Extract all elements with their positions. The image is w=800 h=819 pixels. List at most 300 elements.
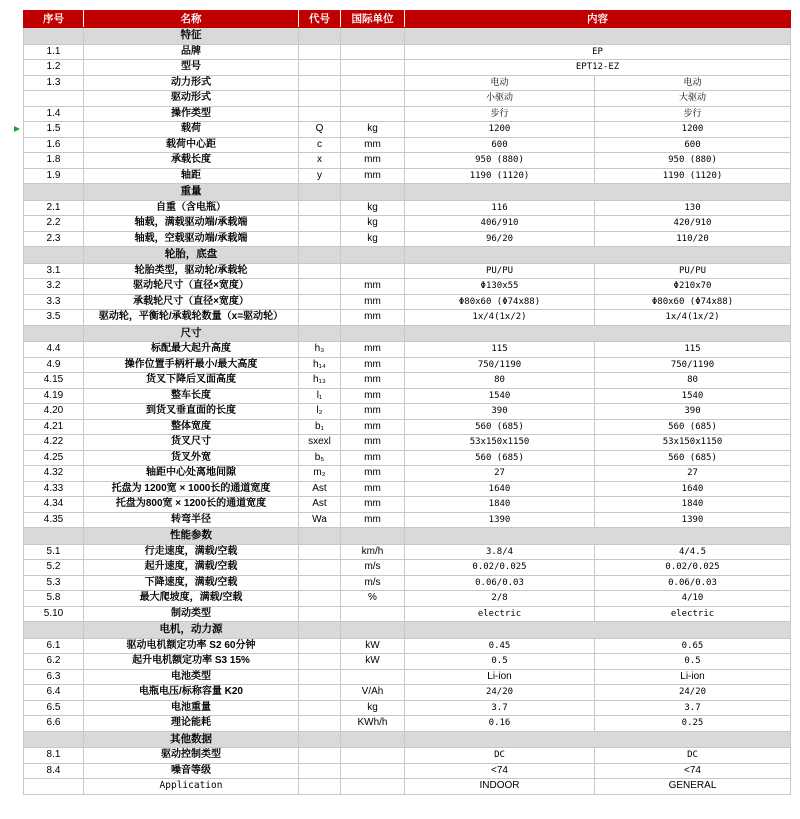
- cell-serial: 1.8: [24, 153, 84, 169]
- cell-serial: 4.32: [24, 466, 84, 482]
- cell-value-2: 750/1190: [595, 357, 791, 373]
- section-cell-empty: [341, 28, 405, 45]
- cell-serial: 4.20: [24, 404, 84, 420]
- cell-unit: [341, 44, 405, 60]
- cell-serial: 5.8: [24, 591, 84, 607]
- cell-value-1: 1540: [405, 388, 595, 404]
- section-cell-empty: [24, 528, 84, 545]
- cell-value-1: <74: [405, 763, 595, 779]
- cell-serial: 1.3: [24, 75, 84, 91]
- cell-code: b₁: [299, 419, 341, 435]
- cell-value-2: 1200: [595, 122, 791, 138]
- cell-unit: kg: [341, 216, 405, 232]
- cell-unit: mm: [341, 357, 405, 373]
- cell-unit: mm: [341, 342, 405, 358]
- cell-unit: mm: [341, 294, 405, 310]
- section-row: [24, 325, 791, 342]
- cell-name: 载荷中心距: [84, 137, 299, 153]
- cell-value-2: Φ80x60 (Φ74x88): [595, 294, 791, 310]
- cell-value-1: 560 (685): [405, 450, 595, 466]
- cell-serial: 1.9: [24, 168, 84, 184]
- header-row: [24, 11, 791, 28]
- cell-name: 自重（含电瓶）: [84, 200, 299, 216]
- cell-value-1: 115: [405, 342, 595, 358]
- table-row: [24, 450, 791, 466]
- cell-name: 理论能耗: [84, 716, 299, 732]
- cell-serial: 2.2: [24, 216, 84, 232]
- cell-name: 驱动形式: [84, 91, 299, 107]
- cell-value-2: 560 (685): [595, 450, 791, 466]
- table-row: [24, 44, 791, 60]
- cell-serial: 4.19: [24, 388, 84, 404]
- cell-code: h₁₃: [299, 373, 341, 389]
- cell-unit: mm: [341, 279, 405, 295]
- cell-unit: mm: [341, 435, 405, 451]
- cell-code: [299, 638, 341, 654]
- section-cell-empty: [405, 184, 791, 201]
- cell-serial: 4.21: [24, 419, 84, 435]
- section-title: 特征: [84, 28, 299, 45]
- cell-value-1: INDOOR: [405, 779, 595, 795]
- cell-name: 整体宽度: [84, 419, 299, 435]
- cell-value-1: 0.45: [405, 638, 595, 654]
- section-cell-empty: [405, 731, 791, 748]
- cell-name: 载荷: [84, 122, 299, 138]
- table-row: [24, 544, 791, 560]
- table-row: [24, 263, 791, 279]
- section-cell-empty: [405, 247, 791, 264]
- cell-value-1: 1x/4(1x/2): [405, 310, 595, 326]
- cell-name: 轮胎类型，驱动轮/承载轮: [84, 263, 299, 279]
- cell-name: 起升电机额定功率 S3 15%: [84, 654, 299, 670]
- table-row: [24, 216, 791, 232]
- cell-serial: 4.22: [24, 435, 84, 451]
- cell-code: [299, 779, 341, 795]
- cell-value-2: 步行: [595, 106, 791, 122]
- cell-code: Ast: [299, 497, 341, 513]
- cell-value-merged: EPT12-EZ: [405, 60, 791, 76]
- cell-value-1: electric: [405, 606, 595, 622]
- cell-value-2: GENERAL: [595, 779, 791, 795]
- cell-unit: mm: [341, 388, 405, 404]
- cell-value-1: 2/8: [405, 591, 595, 607]
- cell-serial: 4.9: [24, 357, 84, 373]
- spec-table: [23, 10, 791, 795]
- table-row: [24, 168, 791, 184]
- cell-name: 轴载，满载驱动端/承载端: [84, 216, 299, 232]
- cell-name: 货叉尺寸: [84, 435, 299, 451]
- cell-code: x: [299, 153, 341, 169]
- cell-value-1: Li-ion: [405, 669, 595, 685]
- section-title: 重量: [84, 184, 299, 201]
- cell-name: 电池重量: [84, 700, 299, 716]
- table-row: [24, 153, 791, 169]
- section-row: [24, 731, 791, 748]
- cell-serial: 2.1: [24, 200, 84, 216]
- cell-unit: [341, 779, 405, 795]
- section-cell-empty: [405, 325, 791, 342]
- cell-name: 整车长度: [84, 388, 299, 404]
- table-row: [24, 231, 791, 247]
- table-row: [24, 279, 791, 295]
- section-cell-empty: [24, 247, 84, 264]
- spec-sheet: [23, 10, 790, 795]
- cell-value-1: 750/1190: [405, 357, 595, 373]
- cell-value-2: 110/20: [595, 231, 791, 247]
- cell-name: 承载长度: [84, 153, 299, 169]
- cell-value-2: 0.25: [595, 716, 791, 732]
- cell-serial: 4.34: [24, 497, 84, 513]
- cell-value-1: 600: [405, 137, 595, 153]
- table-row: [24, 357, 791, 373]
- section-cell-empty: [341, 528, 405, 545]
- cell-value-1: PU/PU: [405, 263, 595, 279]
- section-row: [24, 28, 791, 45]
- cell-code: [299, 606, 341, 622]
- cell-serial: 1.6: [24, 137, 84, 153]
- cell-value-1: 3.7: [405, 700, 595, 716]
- cell-serial: 6.5: [24, 700, 84, 716]
- table-row: [24, 75, 791, 91]
- cell-serial: 3.2: [24, 279, 84, 295]
- cell-value-1: 27: [405, 466, 595, 482]
- cell-value-2: 420/910: [595, 216, 791, 232]
- cell-unit: kW: [341, 638, 405, 654]
- cell-name: 动力形式: [84, 75, 299, 91]
- cell-unit: kg: [341, 700, 405, 716]
- section-title: 尺寸: [84, 325, 299, 342]
- cell-value-2: <74: [595, 763, 791, 779]
- cell-serial: [24, 91, 84, 107]
- col-header-serial: 序号: [24, 11, 84, 28]
- cell-serial: 3.1: [24, 263, 84, 279]
- cell-unit: mm: [341, 310, 405, 326]
- cell-serial: 6.2: [24, 654, 84, 670]
- cell-unit: m/s: [341, 575, 405, 591]
- cell-value-2: Li-ion: [595, 669, 791, 685]
- cell-value-2: Φ210x70: [595, 279, 791, 295]
- cell-code: [299, 60, 341, 76]
- cell-code: m₂: [299, 466, 341, 482]
- cell-value-merged: EP: [405, 44, 791, 60]
- cell-value-1: 3.8/4: [405, 544, 595, 560]
- cell-code: [299, 200, 341, 216]
- table-row: [24, 575, 791, 591]
- section-cell-empty: [24, 325, 84, 342]
- cell-value-1: 950 (880): [405, 153, 595, 169]
- col-header-code: 代号: [299, 11, 341, 28]
- cell-name: 轴载，空载驱动端/承载端: [84, 231, 299, 247]
- section-cell-empty: [24, 731, 84, 748]
- cell-unit: mm: [341, 404, 405, 420]
- cell-value-2: 27: [595, 466, 791, 482]
- table-row: [24, 716, 791, 732]
- cell-unit: mm: [341, 481, 405, 497]
- section-cell-empty: [24, 622, 84, 639]
- cell-unit: mm: [341, 153, 405, 169]
- cell-code: [299, 75, 341, 91]
- table-row: [24, 373, 791, 389]
- cell-serial: 3.5: [24, 310, 84, 326]
- cell-value-1: 0.02/0.025: [405, 560, 595, 576]
- cell-unit: kg: [341, 200, 405, 216]
- table-row: [24, 748, 791, 764]
- cell-value-2: 大驱动: [595, 91, 791, 107]
- col-header-content: 内容: [405, 11, 791, 28]
- cell-value-2: 1x/4(1x/2): [595, 310, 791, 326]
- cell-unit: [341, 748, 405, 764]
- cell-code: b₅: [299, 450, 341, 466]
- cell-value-1: Φ80x60 (Φ74x88): [405, 294, 595, 310]
- cell-name: 型号: [84, 60, 299, 76]
- cell-value-2: 0.65: [595, 638, 791, 654]
- section-row: [24, 622, 791, 639]
- cell-serial: 8.1: [24, 748, 84, 764]
- table-row: [24, 60, 791, 76]
- cell-name: 制动类型: [84, 606, 299, 622]
- cell-value-2: electric: [595, 606, 791, 622]
- cell-value-1: 80: [405, 373, 595, 389]
- cell-serial: 5.10: [24, 606, 84, 622]
- cell-value-2: 1840: [595, 497, 791, 513]
- cell-value-2: 3.7: [595, 700, 791, 716]
- cell-name: 承载轮尺寸（直径×宽度）: [84, 294, 299, 310]
- section-cell-empty: [299, 184, 341, 201]
- section-cell-empty: [299, 528, 341, 545]
- table-row: [24, 669, 791, 685]
- table-row: [24, 481, 791, 497]
- cell-value-2: 80: [595, 373, 791, 389]
- section-cell-empty: [405, 528, 791, 545]
- cell-name: 货叉下降后叉面高度: [84, 373, 299, 389]
- cell-value-1: 小驱动: [405, 91, 595, 107]
- table-row: [24, 388, 791, 404]
- cell-value-1: 406/910: [405, 216, 595, 232]
- cell-value-2: PU/PU: [595, 263, 791, 279]
- cell-serial: 8.4: [24, 763, 84, 779]
- col-header-unit: 国际单位: [341, 11, 405, 28]
- cell-value-1: 390: [405, 404, 595, 420]
- cell-serial: 6.4: [24, 685, 84, 701]
- cell-value-1: Φ130x55: [405, 279, 595, 295]
- section-cell-empty: [405, 622, 791, 639]
- comment-marker-icon: [14, 126, 20, 132]
- section-title: 电机，动力源: [84, 622, 299, 639]
- cell-value-2: 0.02/0.025: [595, 560, 791, 576]
- cell-serial: 6.1: [24, 638, 84, 654]
- cell-unit: %: [341, 591, 405, 607]
- table-row: [24, 512, 791, 528]
- table-row: [24, 685, 791, 701]
- cell-value-2: DC: [595, 748, 791, 764]
- cell-value-1: 1840: [405, 497, 595, 513]
- cell-value-1: 0.06/0.03: [405, 575, 595, 591]
- cell-serial: 5.3: [24, 575, 84, 591]
- section-cell-empty: [341, 184, 405, 201]
- cell-code: Q: [299, 122, 341, 138]
- section-cell-empty: [299, 731, 341, 748]
- table-row: [24, 560, 791, 576]
- cell-serial: 4.35: [24, 512, 84, 528]
- cell-code: Ast: [299, 481, 341, 497]
- cell-code: l₂: [299, 404, 341, 420]
- cell-name: 电池类型: [84, 669, 299, 685]
- cell-code: [299, 591, 341, 607]
- cell-code: [299, 748, 341, 764]
- section-row: [24, 247, 791, 264]
- cell-name: 行走速度，满载/空载: [84, 544, 299, 560]
- section-cell-empty: [341, 622, 405, 639]
- cell-serial: 1.1: [24, 44, 84, 60]
- cell-unit: [341, 763, 405, 779]
- cell-code: [299, 654, 341, 670]
- cell-unit: kW: [341, 654, 405, 670]
- table-row: [24, 310, 791, 326]
- cell-code: [299, 216, 341, 232]
- cell-code: [299, 263, 341, 279]
- cell-unit: mm: [341, 497, 405, 513]
- cell-code: Wa: [299, 512, 341, 528]
- cell-unit: kg: [341, 122, 405, 138]
- section-cell-empty: [299, 247, 341, 264]
- cell-name: 轴距: [84, 168, 299, 184]
- cell-value-2: 电动: [595, 75, 791, 91]
- cell-unit: mm: [341, 168, 405, 184]
- cell-name: 驱动控制类型: [84, 748, 299, 764]
- cell-value-2: 4/4.5: [595, 544, 791, 560]
- cell-unit: [341, 606, 405, 622]
- section-title: 轮胎，底盘: [84, 247, 299, 264]
- cell-unit: mm: [341, 137, 405, 153]
- table-row: [24, 137, 791, 153]
- cell-unit: [341, 91, 405, 107]
- cell-name: 最大爬坡度，满载/空载: [84, 591, 299, 607]
- cell-value-1: 1640: [405, 481, 595, 497]
- cell-name: 转弯半径: [84, 512, 299, 528]
- cell-code: [299, 700, 341, 716]
- cell-value-2: 115: [595, 342, 791, 358]
- cell-code: h₃: [299, 342, 341, 358]
- cell-unit: mm: [341, 450, 405, 466]
- section-cell-empty: [299, 28, 341, 45]
- table-row: [24, 106, 791, 122]
- cell-code: [299, 716, 341, 732]
- cell-value-2: 390: [595, 404, 791, 420]
- cell-value-2: 600: [595, 137, 791, 153]
- section-title: 其他数据: [84, 731, 299, 748]
- table-row: [24, 200, 791, 216]
- table-row: [24, 700, 791, 716]
- table-row: [24, 419, 791, 435]
- cell-serial: 1.5: [24, 122, 84, 138]
- cell-unit: [341, 75, 405, 91]
- cell-unit: kg: [341, 231, 405, 247]
- cell-unit: [341, 669, 405, 685]
- cell-name: 电瓶电压/标称容量 K20: [84, 685, 299, 701]
- cell-value-1: 1390: [405, 512, 595, 528]
- cell-serial: 1.4: [24, 106, 84, 122]
- cell-value-1: 0.5: [405, 654, 595, 670]
- cell-name: 标配最大起升高度: [84, 342, 299, 358]
- table-row: [24, 404, 791, 420]
- cell-code: [299, 91, 341, 107]
- cell-value-2: 560 (685): [595, 419, 791, 435]
- section-cell-empty: [299, 622, 341, 639]
- cell-value-2: 1390: [595, 512, 791, 528]
- cell-value-1: 560 (685): [405, 419, 595, 435]
- cell-name: 到货叉垂直面的长度: [84, 404, 299, 420]
- cell-value-2: 4/10: [595, 591, 791, 607]
- cell-unit: mm: [341, 466, 405, 482]
- table-row: [24, 294, 791, 310]
- table-row: [24, 638, 791, 654]
- cell-serial: 4.33: [24, 481, 84, 497]
- section-row: [24, 184, 791, 201]
- section-cell-empty: [405, 28, 791, 45]
- cell-value-2: 24/20: [595, 685, 791, 701]
- cell-serial: 5.1: [24, 544, 84, 560]
- cell-value-2: 1540: [595, 388, 791, 404]
- table-row: [24, 466, 791, 482]
- cell-value-1: 53x150x1150: [405, 435, 595, 451]
- cell-code: [299, 763, 341, 779]
- section-cell-empty: [24, 184, 84, 201]
- cell-value-1: 步行: [405, 106, 595, 122]
- section-cell-empty: [341, 325, 405, 342]
- cell-serial: 4.15: [24, 373, 84, 389]
- cell-code: l₁: [299, 388, 341, 404]
- section-cell-empty: [24, 28, 84, 45]
- section-cell-empty: [341, 247, 405, 264]
- cell-unit: [341, 106, 405, 122]
- cell-serial: 4.4: [24, 342, 84, 358]
- table-row: [24, 779, 791, 795]
- cell-serial: 6.6: [24, 716, 84, 732]
- cell-code: [299, 106, 341, 122]
- cell-serial: 3.3: [24, 294, 84, 310]
- section-row: [24, 528, 791, 545]
- cell-unit: m/s: [341, 560, 405, 576]
- col-header-name: 名称: [84, 11, 299, 28]
- cell-code: [299, 279, 341, 295]
- cell-code: [299, 575, 341, 591]
- table-row: [24, 763, 791, 779]
- cell-value-1: DC: [405, 748, 595, 764]
- cell-code: [299, 560, 341, 576]
- cell-value-1: 116: [405, 200, 595, 216]
- cell-name: 下降速度，满载/空载: [84, 575, 299, 591]
- cell-value-2: 53x150x1150: [595, 435, 791, 451]
- cell-unit: km/h: [341, 544, 405, 560]
- cell-name: 货叉外宽: [84, 450, 299, 466]
- section-title: 性能参数: [84, 528, 299, 545]
- cell-value-1: 96/20: [405, 231, 595, 247]
- cell-name: 操作位置手柄杆最小/最大高度: [84, 357, 299, 373]
- cell-value-2: 1190 (1120): [595, 168, 791, 184]
- cell-value-2: 1640: [595, 481, 791, 497]
- cell-value-1: 1190 (1120): [405, 168, 595, 184]
- cell-value-1: 电动: [405, 75, 595, 91]
- cell-name: 起升速度，满载/空载: [84, 560, 299, 576]
- table-row: [24, 497, 791, 513]
- cell-value-2: 0.06/0.03: [595, 575, 791, 591]
- cell-code: [299, 294, 341, 310]
- cell-name: Application: [84, 779, 299, 795]
- cell-code: [299, 685, 341, 701]
- cell-serial: 1.2: [24, 60, 84, 76]
- section-cell-empty: [341, 731, 405, 748]
- table-row: [24, 435, 791, 451]
